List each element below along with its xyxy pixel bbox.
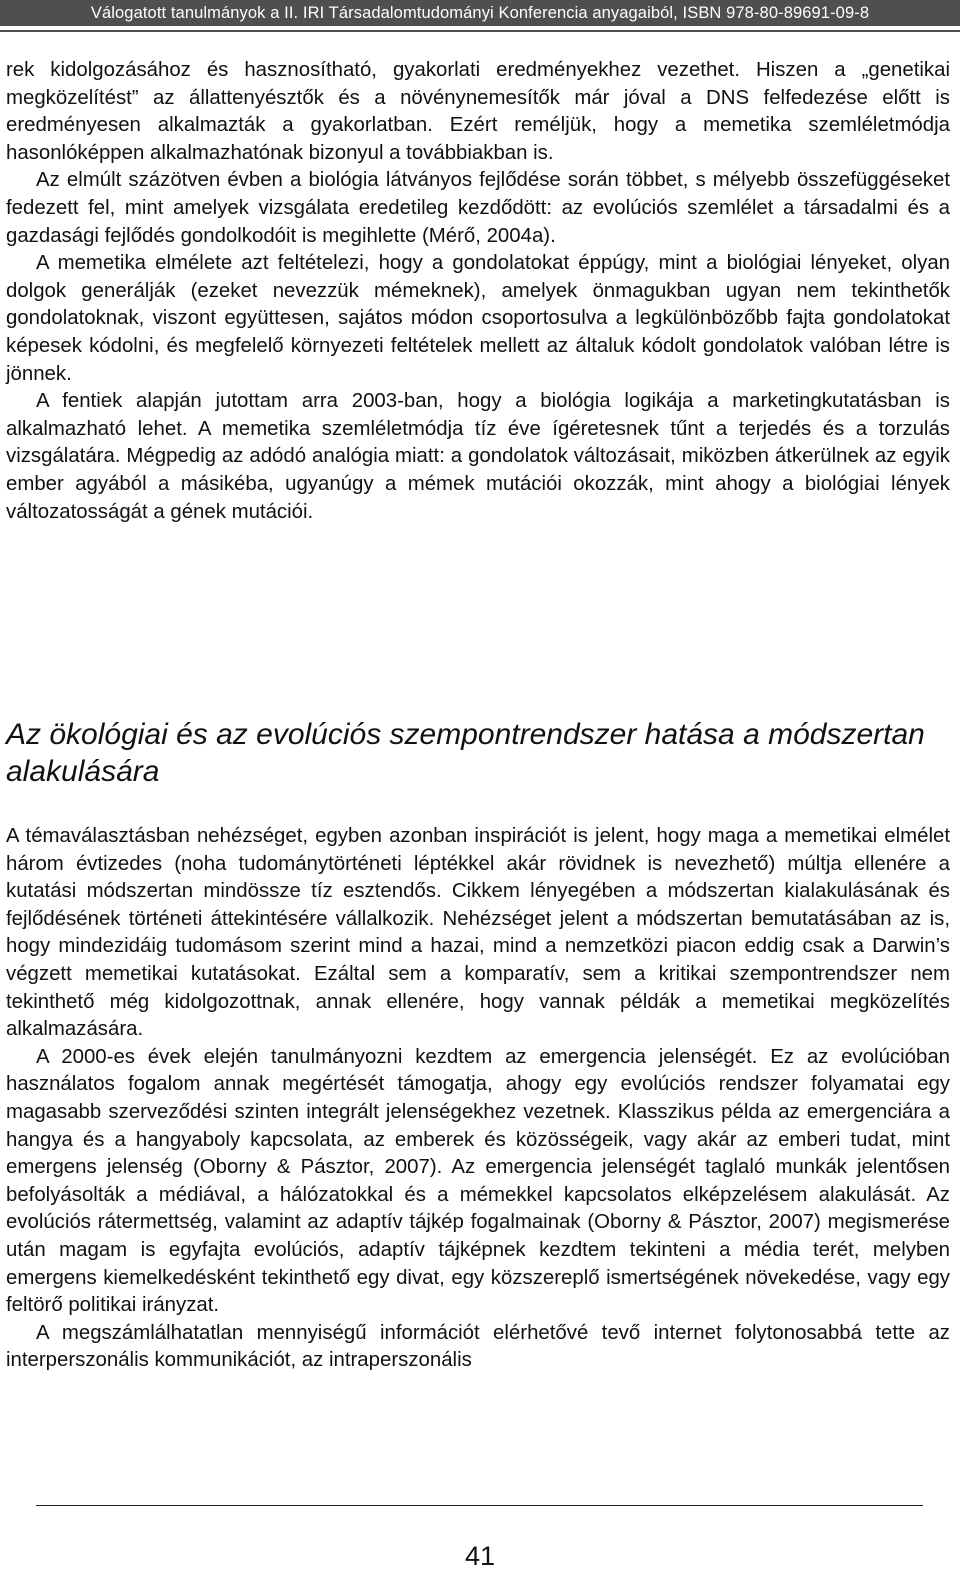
paragraph: A fentiek alapján jutottam arra 2003-ban, hogy a biológia logikája a marketingkutatásban is alkalmazható lehet. A memetika szemléletmódja tíz éve ígéretesnek tűnt a terjedés és a torzulás vizsgálatára. Mégpedig az adódó analógia miatt: a gondolatok változásait, miközben átkerülnek az egyik ember agyából a másikéba, ugyanúgy a mémek mutációi okozzák, mint ahogy a biológiai lények változatosságát a gének mutációi. (6, 390, 950, 523)
paragraph: Az elmúlt százötven évben a biológia látványos fejlődése során többet, s mélyebb összefüggéseket fedezett fel, mint amelyek vizsgálata eredetileg kezdődött: az evolúciós szemlélet a társadalmi és a gazdasági fejlődés gondolkodóit is megihlette (Mérő, 2004a). (6, 169, 950, 247)
paragraph: A témaválasztásban nehézséget, egyben azonban inspirációt is jelent, hogy maga a memetikai elmélet három évtizedes (noha tudománytörténeti léptékkel akár rövidnek is nevezhető) múltja ellenére a kutatási módszertan mindössze tíz esztendős. Cikkem lényegében a módszertan kialakulásának és fejlődésének történeti áttekintésére vállalkozik. Nehézséget jelent a módszertan bemutatásában az is, hogy mindezidáig tudomásom szerint mind a hazai, mind a nemzetközi piacon eddig csak a Darwin’s végzett memetikai kutatásokat. Ezáltal sem a komparatív, sem a kritikai szempontrendszer nem tekinthető még kidolgozottnak, annak ellenére, hogy vannak példák a memetikai megközelítés alkalmazására. (6, 825, 950, 1041)
footer-divider (36, 1505, 923, 1506)
paragraph: A megszámlálhatatlan mennyiségű információt elérhetővé tevő internet folytonosabbá tette az interperszonális kommunikációt, az intraperszonális (6, 1321, 950, 1372)
paragraph-continuation: rek kidolgozásához és hasznosítható, gyakorlati eredményekhez vezethet. Hiszen a „genetikai megközelítést” az állattenyésztők és a növénynemesítők már jóval a DNS felfedezése előtt is eredményesen alkalmazták a gyakorlatban. Ezért reméljük, hogy a memetika szemléletmódja hasonlóképpen alkalmazhatónak bizonyul a továbbiakban is. (6, 59, 950, 164)
body-text-top (6, 57, 950, 526)
body-text-section (6, 823, 950, 1375)
section-heading: Az ökológiai és az evolúciós szempontrendszer hatása a módszertan alakulására (6, 718, 925, 788)
paragraph: A 2000-es évek elején tanulmányozni kezdtem az emergencia jelenségét. Ez az evolúcióban használatos fogalom annak megértését támogatja, ahogy egy evolúciós rendszer folyamatai egy magasabb szerveződési szinten integrált jelenségekhez vezetnek. Klasszikus példa az emergenciára a hangya és a hangyaboly kapcsolata, az emberek és közösségeik, vagy akár az emberi tudat, mint emergens jelenség (Oborny & Pásztor, 2007). Az emergencia jelenségét taglaló munkák jelentősen befolyásolták a médiával, a hálózatokkal és a mémekkel kapcsolatos elképzelésem alakulását. Az evolúciós rátermettség, valamint az adaptív tájkép fogalmainak (Oborny & Pásztor, 2007) megismerése után magam is egyfajta evolúciós, adaptív tájképnek kezdtem tekinteni a média terét, melyben emergens kiemelkedésként tekinthető egy divat, egy közszereplő ismertségének növekedése, vagy egy feltörő politikai irányzat. (6, 1045, 950, 1317)
page-number: 41 (464, 1541, 496, 1571)
paragraph: A memetika elmélete azt feltételezi, hogy a gondolatokat éppúgy, mint a biológiai lényeket, olyan dolgok generálják (ezeket nevezzük mémeknek), amelyek önmagukban ugyan nem tekinthetők gondolatoknak, viszont együttesen, sajátos módon csoportosulva a legkülönbözőbb fajta gondolatokat képesek kódolni, és megfelelő környezeti feltételek mellett az általuk kódolt gondolatok valóban létre is jönnek. (6, 252, 950, 385)
running-header: Válogatott tanulmányok a II. IRI Társadalomtudományi Konferencia anyagaiból, ISBN 978-80-89691-09-8 (0, 0, 960, 26)
header-divider (0, 30, 960, 32)
